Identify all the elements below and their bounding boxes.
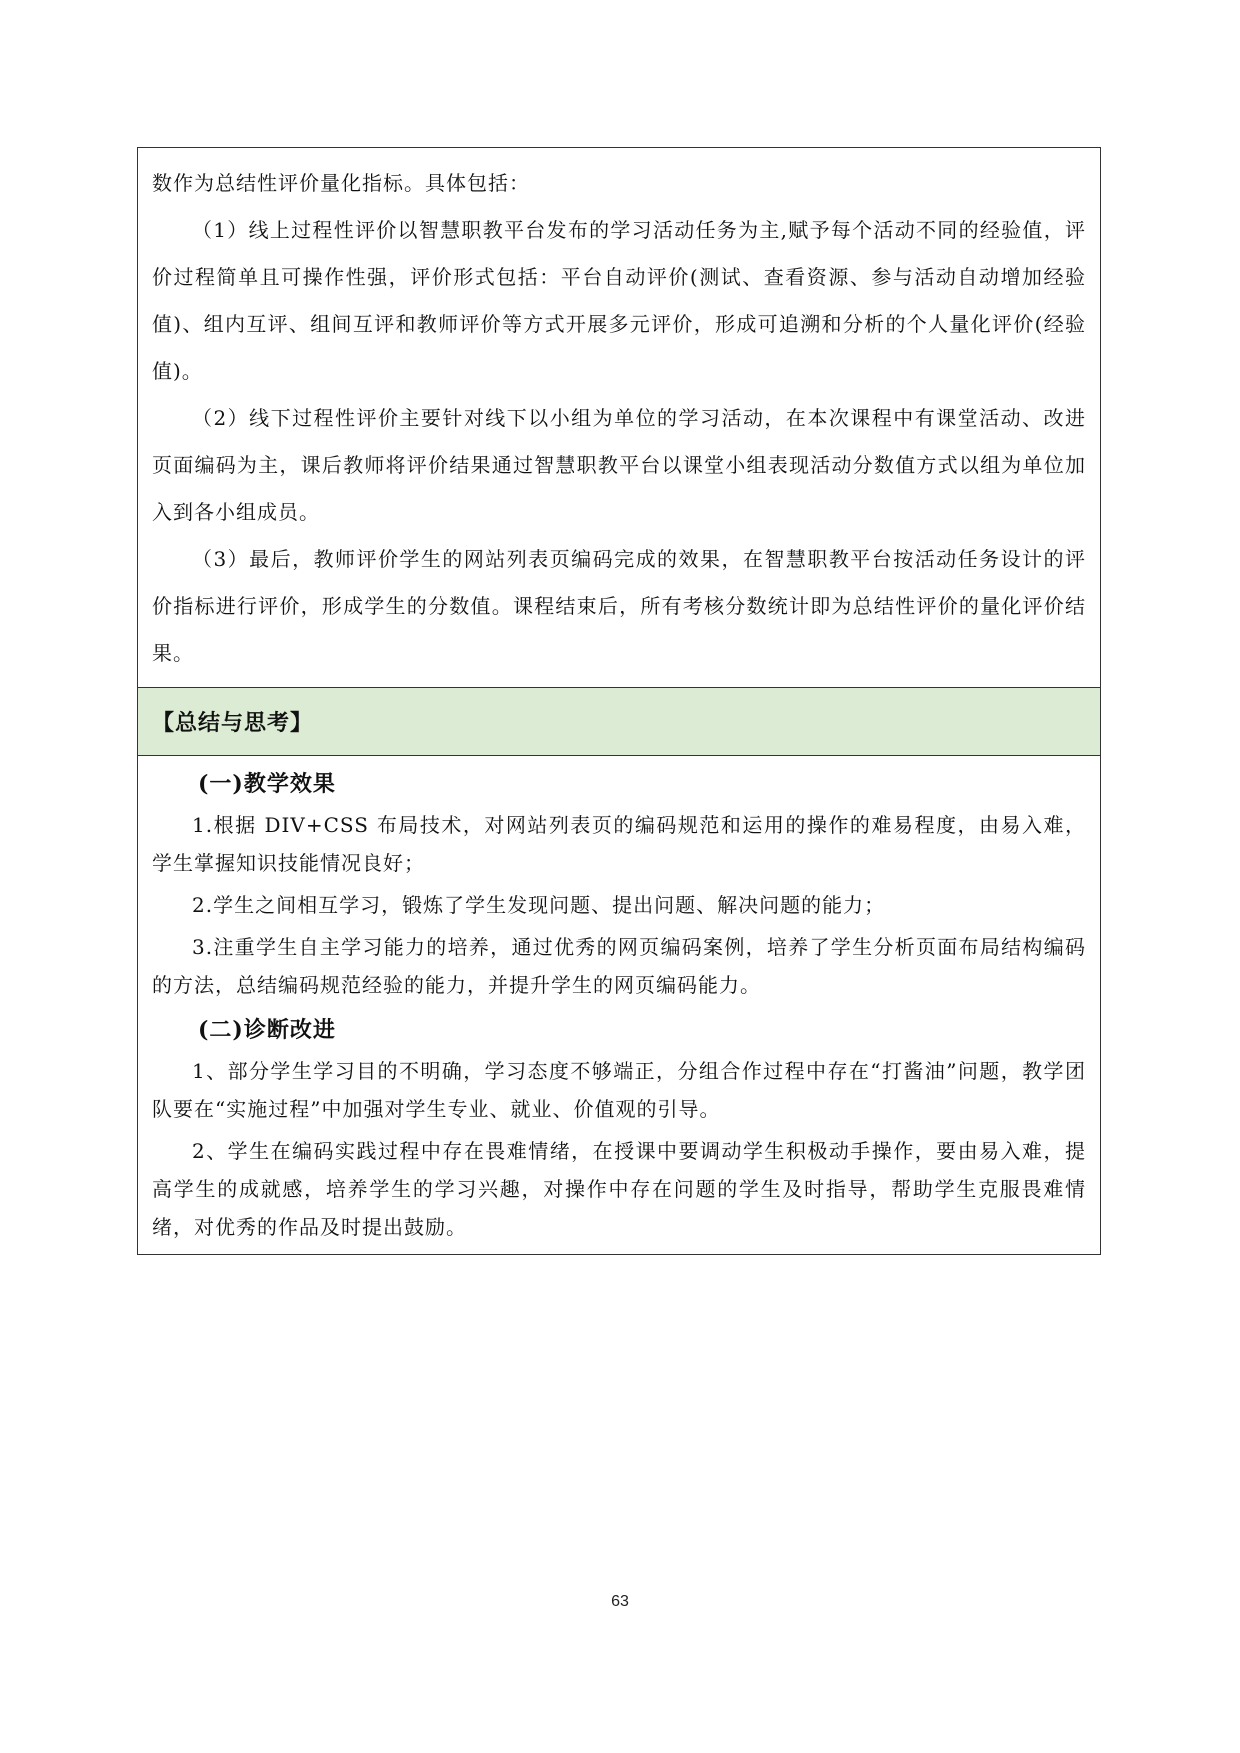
teaching-effect-item: 2.学生之间相互学习，锻炼了学生发现问题、提出问题、解决问题的能力； bbox=[192, 893, 886, 917]
evaluation-item: （1）线上过程性评价以智慧职教平台发布的学习活动任务为主,赋予每个活动不同的经验值，评价过程简单且可操作性强，评价形式包括：平台自动评价(测试、查看资源、参与活动自动增加经验值)、组内互评、组间互评和教师评价等方式开展多元评价，形成可追溯和分析的个人量化评价(经验值)。 bbox=[152, 218, 1086, 383]
evaluation-item: （2）线下过程性评价主要针对线下以小组为单位的学习活动，在本次课程中有课堂活动、改进页面编码为主，课后教师将评价结果通过智慧职教平台以课堂小组表现活动分数值方式以组为单位加入到各小组成员。 bbox=[152, 406, 1086, 524]
teaching-effect-item: 3.注重学生自主学习能力的培养，通过优秀的网页编码案例，培养了学生分析页面布局结构编码的方法，总结编码规范经验的能力，并提升学生的网页编码能力。 bbox=[152, 935, 1086, 997]
summary-content-cell bbox=[138, 756, 1100, 1254]
section-title: 【总结与思考】 bbox=[152, 710, 314, 736]
diagnosis-item: 1、部分学生学习目的不明确，学习态度不够端正，分组合作过程中存在“打酱油”问题，教学团队要在“实施过程”中加强对学生专业、就业、价值观的引导。 bbox=[152, 1059, 1086, 1121]
teaching-effect-item: 1.根据 DIV+CSS 布局技术，对网站列表页的编码规范和运用的操作的难易程度，由易入难，学生掌握知识技能情况良好； bbox=[152, 813, 1086, 875]
diagnosis-heading: (二)诊断改进 bbox=[198, 1017, 336, 1043]
evaluation-item: （3）最后，教师评价学生的网站列表页编码完成的效果，在智慧职教平台按活动任务设计的评价指标进行评价，形成学生的分数值。课程结束后，所有考核分数统计即为总结性评价的量化评价结果。 bbox=[152, 547, 1086, 665]
page-number: 63 bbox=[611, 1593, 629, 1610]
evaluation-details-cell bbox=[138, 148, 1100, 688]
document-table bbox=[137, 147, 1101, 1255]
summary-header-cell bbox=[138, 688, 1100, 756]
diagnosis-item: 2、学生在编码实践过程中存在畏难情绪，在授课中要调动学生积极动手操作，要由易入难，提高学生的成就感，培养学生的学习兴趣，对操作中存在问题的学生及时指导，帮助学生克服畏难情绪，对优秀的作品及时提出鼓励。 bbox=[152, 1139, 1086, 1239]
teaching-effect-heading: (一)教学效果 bbox=[198, 771, 336, 797]
evaluation-lead-text: 数作为总结性评价量化指标。具体包括： bbox=[152, 171, 530, 195]
